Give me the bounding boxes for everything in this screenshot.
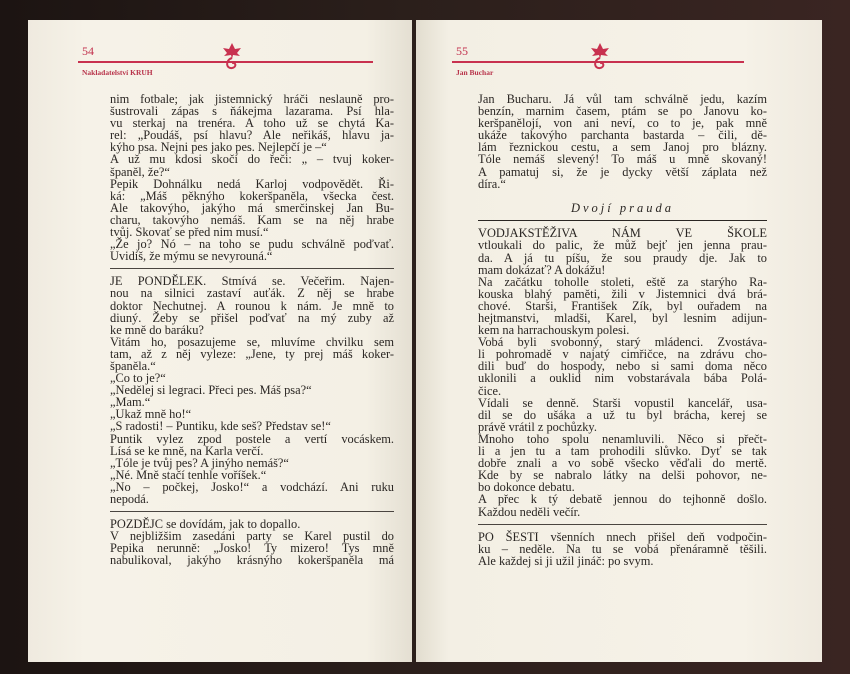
text-line: „Tóle je tvůj pes? A jinýho nemáš?“	[110, 455, 289, 470]
text-line: A už mu kdosi skočí do řeči: „ – tvuj koker-	[110, 152, 394, 167]
text-line: lám řeznickou cestu, a sem Janoj pro blázny.	[478, 140, 767, 155]
fleuron-ornament-icon	[587, 42, 613, 72]
paragraph	[110, 433, 394, 457]
paragraph	[110, 238, 394, 262]
text-line: PO ŠESTI všenních nnech přišel deň vodpočin-	[478, 529, 767, 544]
text-line: tam, až z něj vyleze: „Jene, ty prej máš koker-	[110, 346, 394, 361]
text-line: keršpanělojí, von ani neví, co to je, pak mně	[478, 116, 767, 131]
paragraph	[110, 384, 394, 396]
text-line: doktor Nechutnej. A rounou k nám. Je mně to	[110, 298, 394, 313]
text-line: nepodá.	[110, 492, 149, 506]
paragraph	[110, 153, 394, 177]
page-number: 54	[82, 44, 94, 58]
text-line: diuný. Žeby se přišel poďvať na mý zuby až	[110, 310, 394, 325]
text-line: hejtmanstvi, mladši, Karel, byl lesnim adijun-	[478, 311, 767, 325]
text-line: Tóle nemáš slevený! To máš u mně skovaný!	[478, 152, 767, 167]
text-line: Vitám ho, posazujeme se, mluvíme chvilku sem	[110, 334, 394, 349]
text-line: kouska blahý paměti, žili v Jistemnici dvá brá-	[478, 286, 767, 301]
text-line: Lísá se ke mně, na Karla verčí.	[110, 443, 264, 458]
text-line: VODJAKSTĚŽIVA NÁM VE ŠKOLE	[478, 226, 767, 241]
text-line: tvůj. Skovať se před nim musí.“	[110, 225, 269, 240]
text-line: „Ukaž mně ho!“	[110, 407, 192, 422]
running-head: Jan Buchar	[456, 68, 494, 77]
text-line: uklonili a ouklid nim vobstarávala bába Polá-	[478, 371, 767, 386]
fleuron-ornament-icon	[219, 42, 245, 72]
text-line: dobře znali a vo sobě všecko věďali do mertě.	[478, 456, 767, 471]
paragraph	[478, 397, 767, 433]
text-line: mam dokázať? A dokážu!	[478, 262, 606, 277]
paragraph	[478, 531, 767, 567]
text-line: rel: „Poudáš, psí hlavu? Ale neřikáš, hlavu ja-	[110, 128, 394, 143]
title-rule	[478, 220, 767, 222]
text-line: španěl, že?“	[110, 164, 170, 179]
text-line: kýho psa. Nejni pes jako pes. Nejlepčí je –“	[110, 140, 327, 155]
text-line: Na začátku toholle stoleti, eště za starýho Ra-	[478, 274, 767, 289]
paragraph	[478, 276, 767, 336]
text-line: Uvidíš, že mýmu se nevyrouná.“	[110, 249, 273, 264]
text-line: charu, takovýho nemáš. Kam se na něj hrabe	[110, 212, 394, 227]
text-line: A pamatuj si, že je dycky větší záplata než	[478, 164, 767, 179]
text-line: „Nedělej si legraci. Přeci pes. Máš psa?“	[110, 383, 312, 398]
text-line: šustrovali zápas s ňákejma lazarama. Psí hla-	[110, 104, 394, 119]
text-line: vtloukali do palic, že můž bejť jen jenna prau-	[478, 238, 767, 253]
paragraph	[110, 457, 394, 469]
text-line: Mnoho toho spolu nenamluvili. Něco si přečt-	[478, 431, 767, 446]
text-line: Vídali se denně. Starši vopustil kancelář, usa-	[478, 395, 767, 410]
text-line: JE PONDĚLEK. Stmívá se. Večeřim. Najen-	[110, 274, 394, 289]
text-line: čice.	[478, 383, 502, 398]
text-line: díra.“	[478, 176, 506, 191]
text-line: benzín, marnim časem, ptám se po Janovu ko-	[478, 104, 767, 119]
text-line: Pepika nerunně: „Josko! Ty mizero! Tys mně	[110, 541, 394, 556]
text-line: V nejbližšim zasedáni party se Karel pustil do	[110, 529, 394, 544]
paragraph	[110, 481, 394, 505]
right-page	[416, 20, 822, 662]
right-text-column	[478, 93, 767, 567]
text-line: Puntik vylez zpod postele a vertí vocáskem.	[110, 431, 394, 446]
text-line: „Co to je?“	[110, 371, 166, 386]
text-line: li a jen tu a tam prohodili slůvko. Dyť se tak	[478, 444, 767, 459]
text-line: právě vrátil z pochůzky.	[478, 419, 597, 434]
section-divider	[478, 524, 767, 525]
text-line: ukáže takovýho parchanta bastarda – čili, dě-	[478, 128, 767, 143]
text-line: nou na silnici zastaví auťák. Z něj se hrabe	[110, 286, 394, 301]
paragraph	[478, 433, 767, 493]
text-line: Kde by se nabralo látky na delši pohovor, ne-	[478, 468, 767, 483]
text-line: „No – počkej, Josko!“ a vodchází. Ani ruku	[110, 479, 394, 494]
left-page	[28, 20, 412, 662]
paragraph	[478, 93, 767, 190]
text-line: Jan Bucharu. Já vůl tam schválně jedu, kazím	[478, 92, 767, 106]
text-line: Ale každej si ji užil jináč: po svym.	[478, 553, 654, 568]
paragraph	[110, 93, 394, 153]
text-line: Každou neděli večír.	[478, 504, 581, 519]
text-line: dil se do ušáka a už tu byl brácha, kerej se	[478, 407, 767, 422]
text-line: chové. Starši, František Zík, byl ouřadem na	[478, 298, 767, 313]
page-number: 55	[456, 44, 468, 58]
text-line: ke mně do baráku?	[110, 322, 204, 337]
section-divider	[110, 268, 394, 269]
text-line: li pohromadě v najatý cimřičce, na zdrávu cho-	[478, 347, 767, 362]
text-line: A přec k tý debatě jennou do tejhonně došlo.	[478, 492, 767, 507]
text-line: „S radosti! – Puntiku, kde seš? Představ se!“	[110, 419, 331, 434]
text-line: POZDĚJC se dovídám, jak to dopallo.	[110, 517, 301, 532]
section-divider	[110, 511, 394, 512]
text-line: „Že jo? Nó – na toho se pudu schválně poďvať.	[110, 237, 394, 252]
running-head: Nakladatelství KRUH	[82, 68, 153, 77]
paragraph	[478, 227, 767, 275]
text-line: „Né. Mně stačí tenhle voříšek.“	[110, 467, 267, 482]
paragraph	[110, 420, 394, 432]
paragraph	[110, 530, 394, 566]
text-line: vu sterkaj na trenéra. A toho už se chytá Ka-	[110, 116, 394, 131]
paragraph	[478, 493, 767, 517]
left-text-column	[110, 93, 394, 566]
text-line: nim fotbale; jak jistemnický hráči neslauně pro-	[110, 92, 394, 106]
text-line: Pepik Dohnálku nedá Karloj vodpovědět. Ři-	[110, 176, 394, 191]
text-line: nabulikoval, jakýho krásnýho kokeršpaněla má	[110, 553, 394, 568]
text-line: Vobá byli svobonný, starý mládenci. Zvostáva-	[478, 335, 767, 350]
chapter-title: Dvojí prauda	[570, 200, 674, 215]
text-line: španěla.“	[110, 358, 156, 373]
text-line: da. A já tu píšu, že sou praudy dje. Jak to	[478, 250, 767, 265]
text-line: „Mam.“	[110, 395, 151, 410]
text-line: ká: „Máš pěknýho kokeršpaněla, všecka čest.	[110, 188, 394, 203]
text-line: Ale takovýho, jakýho má smerčinskej Jan Bu-	[110, 200, 394, 215]
paragraph	[110, 275, 394, 335]
text-line: bo dokonce debatu.	[478, 480, 575, 495]
text-line: kem na harrachouskym polesi.	[478, 323, 630, 338]
paragraph	[110, 336, 394, 372]
text-line: ku – neděle. Na tu se vobá přenáramně těšili.	[478, 541, 767, 556]
paragraph	[478, 336, 767, 396]
paragraph	[110, 178, 394, 238]
text-line: dili buď do hospody, nebo si sami doma něco	[478, 359, 767, 374]
